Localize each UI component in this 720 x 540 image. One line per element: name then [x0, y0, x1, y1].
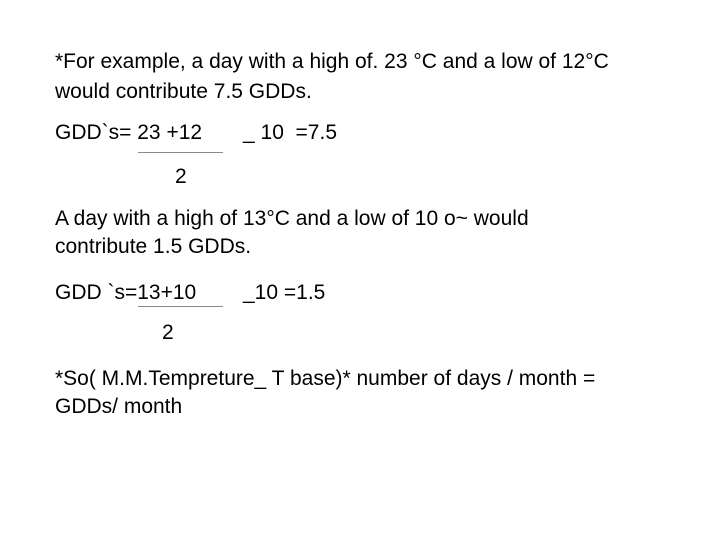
example2-line2: contribute 1.5 GDDs.: [55, 235, 252, 258]
formula1-result: _ 10 =7.5: [243, 121, 337, 144]
formula1-fraction-bar: [138, 152, 223, 153]
formula2-fraction-bar: [138, 306, 223, 307]
formula2-denominator: 2: [162, 321, 174, 344]
formula1-numerator: GDD`s= 23 +12: [55, 121, 203, 144]
example1-line1: *For example, a day with a high of. 23 °C and a low of 12°C: [55, 50, 609, 73]
example2-line1: A day with a high of 13°C and a low of 10 o~ would: [55, 207, 529, 230]
summary-line2: GDDs/ month: [55, 395, 183, 418]
example1-line2: would contribute 7.5 GDDs.: [55, 80, 312, 103]
formula2-numerator: GDD `s=13+10: [55, 281, 197, 304]
formula1-denominator: 2: [175, 165, 187, 188]
formula2-result: _10 =1.5: [243, 281, 326, 304]
summary-line1: *So( M.M.Tempreture_ T base)* number of days / month =: [55, 367, 596, 390]
